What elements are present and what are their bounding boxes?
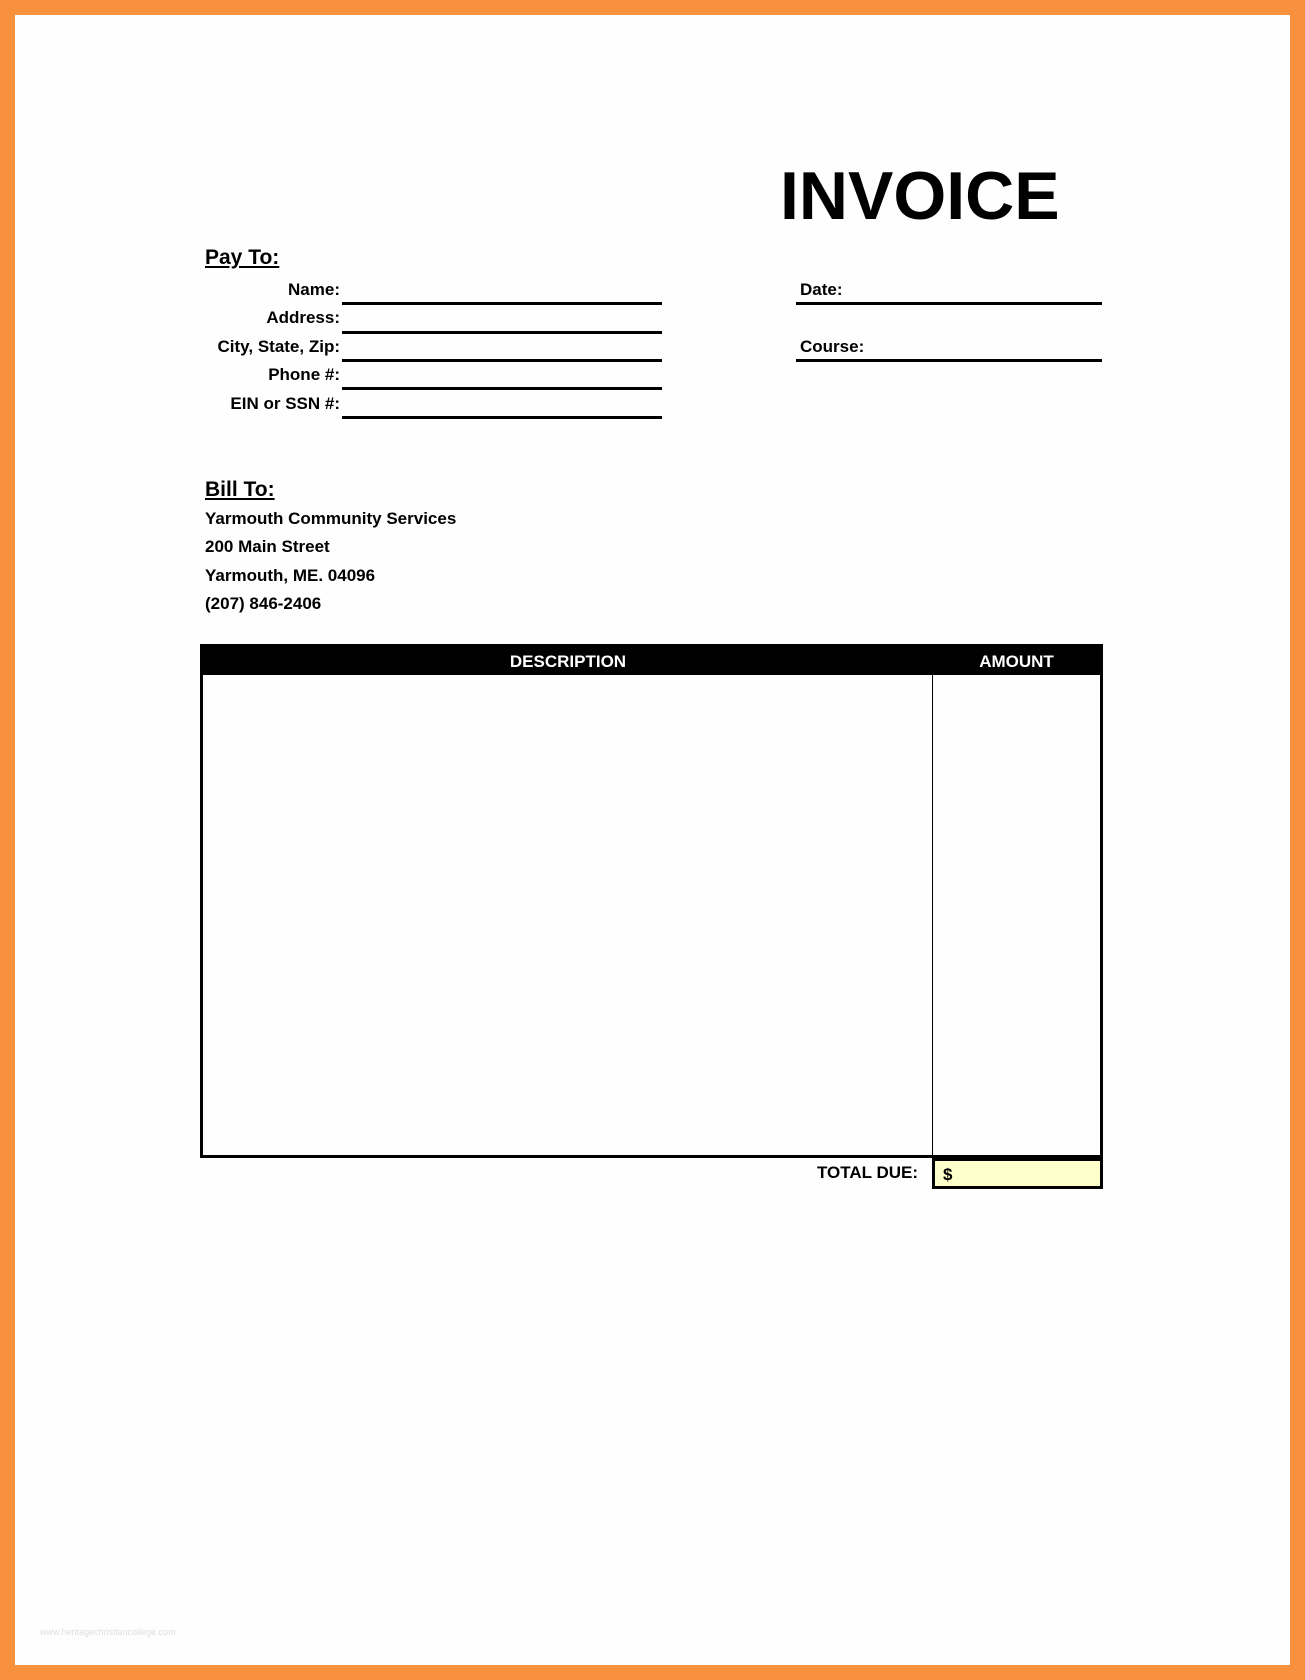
watermark: www.heritagechristiancollege.com — [40, 1627, 176, 1637]
bill-to-city: Yarmouth, ME. 04096 — [205, 566, 376, 585]
course-field[interactable] — [796, 359, 1102, 362]
phone-label: Phone #: — [268, 365, 340, 384]
bill-to-heading: Bill To: — [205, 478, 275, 501]
name-label: Name: — [288, 280, 340, 299]
bill-to-phone: (207) 846-2406 — [205, 594, 322, 613]
line-items-table — [200, 644, 1103, 1158]
address-field[interactable] — [342, 331, 662, 334]
currency-symbol: $ — [943, 1165, 953, 1184]
date-field[interactable] — [796, 302, 1102, 305]
city-state-zip-field[interactable] — [342, 359, 662, 362]
total-due-field[interactable] — [932, 1158, 1103, 1189]
invoice-title: INVOICE — [780, 158, 1060, 234]
column-divider — [932, 675, 933, 1155]
phone-field[interactable] — [342, 387, 662, 390]
bill-to-street: 200 Main Street — [205, 537, 330, 556]
name-field[interactable] — [342, 302, 662, 305]
description-column-header: DESCRIPTION — [509, 652, 627, 671]
course-label: Course: — [800, 337, 865, 356]
address-label: Address: — [266, 308, 340, 327]
amount-column-header: AMOUNT — [979, 652, 1054, 671]
bill-to-company: Yarmouth Community Services — [205, 509, 457, 528]
total-due-label: TOTAL DUE: — [816, 1163, 918, 1182]
city-state-zip-label: City, State, Zip: — [217, 337, 340, 356]
ein-ssn-label: EIN or SSN #: — [230, 394, 340, 413]
table-header — [203, 647, 1100, 675]
pay-to-heading: Pay To: — [205, 246, 280, 269]
ein-ssn-field[interactable] — [342, 416, 662, 419]
date-label: Date: — [800, 280, 843, 299]
